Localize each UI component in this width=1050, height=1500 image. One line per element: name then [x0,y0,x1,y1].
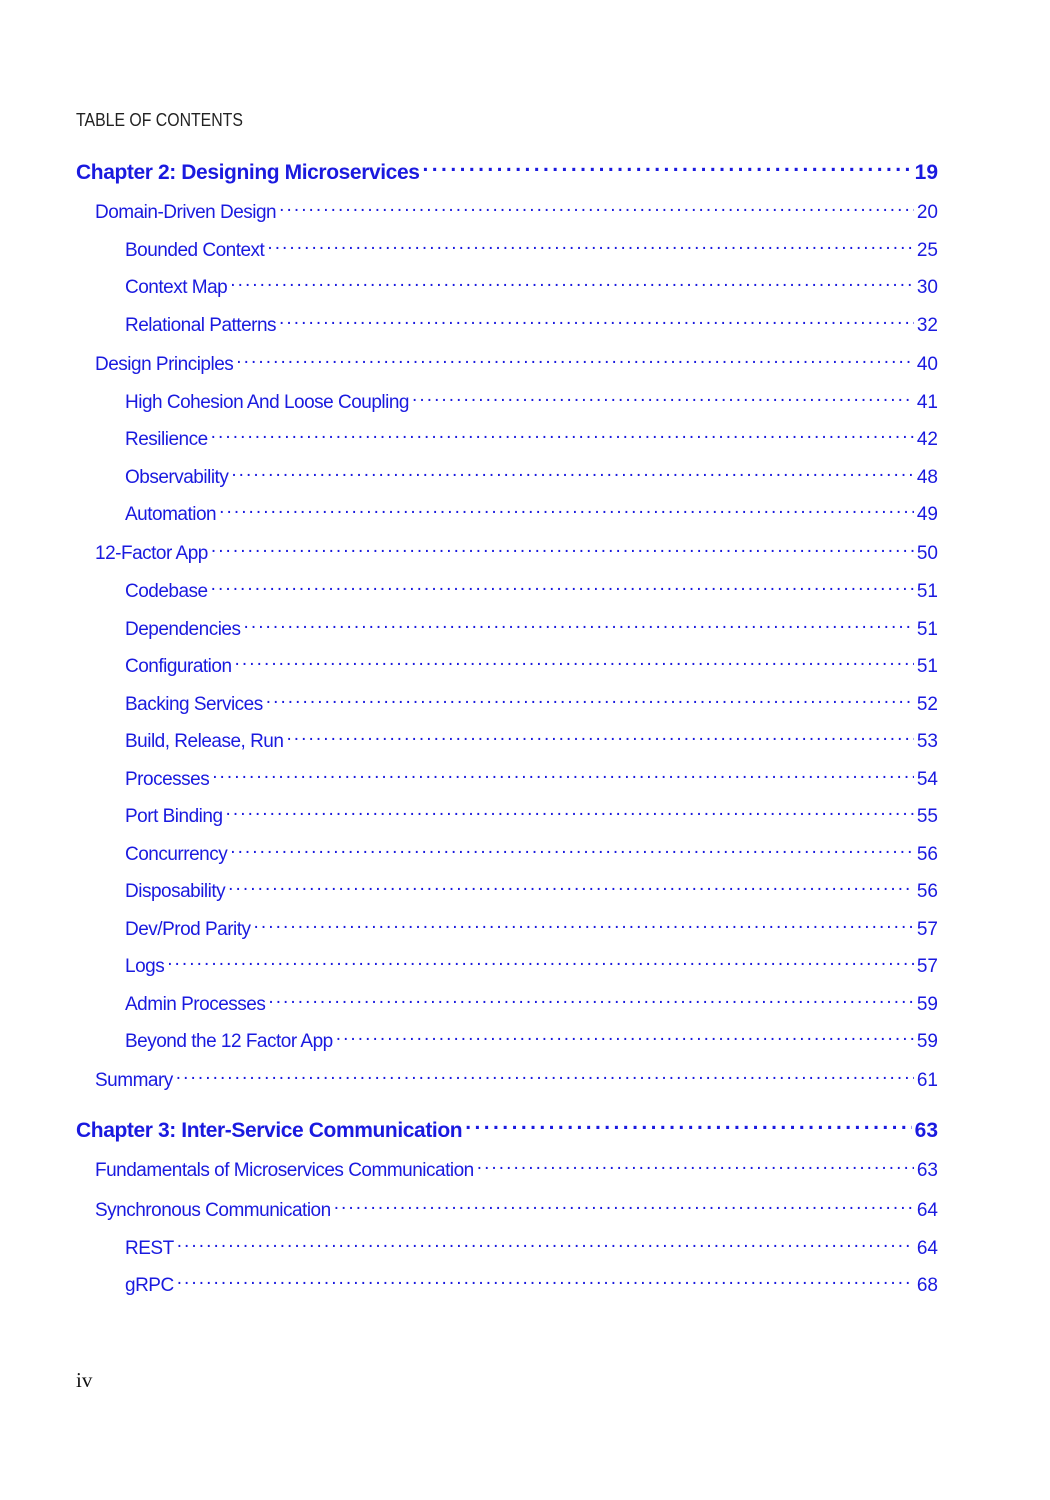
dot-leader [177,1272,914,1291]
toc-entry-title: 12-Factor App [95,543,208,564]
dot-leader [477,1157,914,1176]
toc-entry-page: 53 [916,731,938,752]
toc-entry-title: Design Principles [95,354,234,375]
toc-subsection-link[interactable] [125,501,938,526]
toc-entry-title: Automation [125,504,217,525]
toc-subsection-link[interactable] [125,578,938,603]
toc-entry-page: 64 [916,1238,938,1259]
toc-entry-page: 54 [916,769,938,790]
toc-entry-title: Logs [125,956,165,977]
toc-entry-title: Domain-Driven Design [95,202,277,223]
toc-entry-page: 32 [916,315,938,336]
dot-leader [211,426,914,445]
toc-entry-page: 48 [916,467,938,488]
toc-subsection-link[interactable] [125,991,938,1016]
toc-entry-title: Chapter 2: Designing Microservices [76,161,420,184]
dot-leader [266,691,914,710]
toc-subsection-link[interactable] [125,653,938,678]
dot-leader [243,616,913,635]
toc-entry-title: Codebase [125,581,208,602]
toc-section-link[interactable] [95,1067,938,1092]
toc-entry-page: 42 [916,429,938,450]
toc-entry-title: gRPC [125,1275,174,1296]
toc-entry-title: Fundamentals of Microservices Communication [95,1160,474,1181]
toc-subsection-link[interactable] [125,389,938,414]
toc-entry-page: 25 [916,240,938,261]
toc-section-link[interactable] [95,540,938,565]
toc-entry-title: Synchronous Communication [95,1200,331,1221]
toc-chapter-link[interactable] [76,158,938,185]
dot-leader [211,578,914,597]
toc-entry-title: Beyond the 12 Factor App [125,1031,333,1052]
toc-entry-page: 56 [916,844,938,865]
toc-subsection-link[interactable] [125,766,938,791]
toc-entry-page: 63 [914,1119,938,1142]
toc-subsection-link[interactable] [125,312,938,337]
toc-entry-title: Observability [125,467,229,488]
toc-entry-title: Bounded Context [125,240,265,261]
dot-leader [177,1235,914,1254]
toc-section-link[interactable] [95,1197,938,1222]
dot-leader [279,199,914,218]
toc-entry-title: REST [125,1238,174,1259]
toc-subsection-link[interactable] [125,841,938,866]
toc-entry-page: 52 [916,694,938,715]
toc-entry-page: 51 [916,619,938,640]
toc-entry-page: 20 [916,202,938,223]
toc-section-link[interactable] [95,351,938,376]
dot-leader [219,501,914,520]
dot-leader [167,953,914,972]
toc-entry-title: Summary [95,1070,173,1091]
toc-entry-title: Chapter 3: Inter-Service Communication [76,1119,463,1142]
toc-subsection-link[interactable] [125,1028,938,1053]
toc-entry-title: Backing Services [125,694,263,715]
toc-entry-page: 50 [916,543,938,564]
toc-entry-title: Disposability [125,881,226,902]
toc-entry-title: Configuration [125,656,232,677]
toc-subsection-link[interactable] [125,728,938,753]
toc-subsection-link[interactable] [125,878,938,903]
dot-leader [176,1067,914,1086]
toc-header: TABLE OF CONTENTS [76,110,243,130]
dot-leader [279,312,914,331]
dot-leader [334,1197,914,1216]
toc-subsection-link[interactable] [125,1235,938,1260]
dot-leader [235,653,914,672]
toc-entry-page: 64 [916,1200,938,1221]
dot-leader [226,803,914,822]
toc-entry-title: Processes [125,769,210,790]
toc-subsection-link[interactable] [125,237,938,262]
dot-leader [231,464,914,483]
page-number: iv [76,1368,93,1392]
toc-subsection-link[interactable] [125,916,938,941]
toc-entry-page: 51 [916,656,938,677]
toc-subsection-link[interactable] [125,616,938,641]
toc-entry-page: 49 [916,504,938,525]
dot-leader [212,766,914,785]
toc-subsection-link[interactable] [125,274,938,299]
toc-entry-page: 59 [916,1031,938,1052]
toc-section-link[interactable] [95,1157,938,1182]
toc-entry-page: 59 [916,994,938,1015]
dot-leader [228,878,914,897]
toc-entry-title: Context Map [125,277,228,298]
toc-entry-title: Resilience [125,429,208,450]
toc-entry-title: High Cohesion And Loose Coupling [125,392,409,413]
toc-entry-title: Relational Patterns [125,315,277,336]
toc-subsection-link[interactable] [125,953,938,978]
dot-leader [230,274,914,293]
dot-leader [254,916,914,935]
dot-leader [336,1028,914,1047]
toc-entry-title: Concurrency [125,844,228,865]
toc-entry-page: 51 [916,581,938,602]
dot-leader [230,841,914,860]
toc-entry-page: 56 [916,881,938,902]
toc-section-link[interactable] [95,199,938,224]
toc-entry-page: 19 [914,161,938,184]
toc-entry-page: 55 [916,806,938,827]
dot-leader [286,728,913,747]
toc-entry-page: 61 [916,1070,938,1091]
dot-leader [267,237,914,256]
toc-entry-page: 41 [916,392,938,413]
dot-leader [268,991,914,1010]
dot-leader [236,351,914,370]
dot-leader [465,1116,911,1137]
toc-subsection-link[interactable] [125,691,938,716]
toc-entry-title: Dependencies [125,619,241,640]
toc-subsection-link[interactable] [125,426,938,451]
toc-subsection-link[interactable] [125,1272,938,1297]
toc-subsection-link[interactable] [125,464,938,489]
dot-leader [412,389,914,408]
toc-entry-page: 30 [916,277,938,298]
toc-subsection-link[interactable] [125,803,938,828]
dot-leader [423,158,912,179]
toc-entry-page: 40 [916,354,938,375]
dot-leader [211,540,914,559]
toc-entry-page: 57 [916,919,938,940]
toc-entry-page: 63 [916,1160,938,1181]
toc-entry-page: 68 [916,1275,938,1296]
toc-entry-title: Port Binding [125,806,223,827]
toc-entry-title: Dev/Prod Parity [125,919,251,940]
toc-entry-page: 57 [916,956,938,977]
toc-chapter-link[interactable] [76,1116,938,1143]
toc-entry-title: Admin Processes [125,994,266,1015]
toc-entry-title: Build, Release, Run [125,731,284,752]
